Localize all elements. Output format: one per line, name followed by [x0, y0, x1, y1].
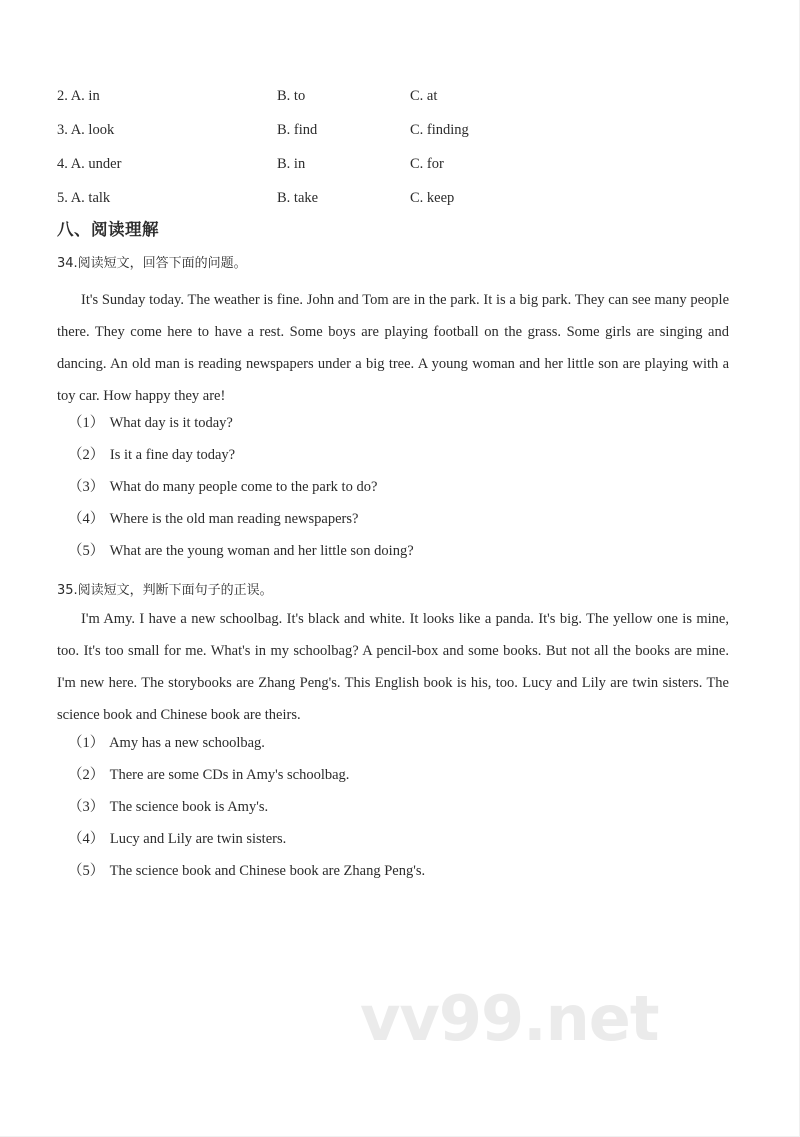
question-number: （3） [68, 799, 105, 815]
question-text: What are the young woman and her little son doing? [109, 543, 414, 559]
option-a[interactable]: 5. A. talk [57, 190, 111, 206]
question-item [68, 444, 728, 476]
option-b[interactable]: B. take [277, 190, 319, 206]
question-item [68, 796, 728, 828]
reading-passage-34: It's Sunday today. The weather is fine. John and Tom are in the park. It is a big park. They can see many people there. They come here to have a rest. Some boys are playing football on the grass. Some girls are singing and dancing. An old man is reading newspapers under a big tree. A young woman and her little son are playing with a toy car. How happy they are! [57, 292, 729, 404]
question-number: （1） [68, 415, 105, 431]
multiple-choice-row [57, 153, 747, 187]
question-number: （2） [68, 767, 105, 783]
question-item [68, 764, 728, 796]
question-number: （2） [68, 447, 105, 463]
question-item [68, 412, 728, 444]
multiple-choice-row [57, 119, 747, 153]
question-number: （5） [68, 863, 105, 879]
question-number: （4） [68, 831, 105, 847]
site-watermark: vv99.net [360, 982, 659, 1055]
question-item [68, 540, 728, 572]
question-item [68, 828, 728, 860]
question-text: What do many people come to the park to do? [109, 479, 378, 495]
question-item [68, 508, 728, 540]
option-a[interactable]: 2. A. in [57, 88, 100, 104]
question-item [68, 860, 728, 892]
option-b[interactable]: B. find [277, 122, 318, 138]
option-c[interactable]: C. at [410, 88, 438, 104]
multiple-choice-list [57, 85, 747, 221]
question-text: What day is it today? [109, 415, 233, 431]
question-list-34 [68, 412, 728, 572]
question-text: Is it a fine day today? [109, 447, 236, 463]
question-number: （4） [68, 511, 105, 527]
option-c[interactable]: C. for [410, 156, 444, 172]
question-text: The science book is Amy's. [109, 799, 269, 815]
reading-passage-35: I'm Amy. I have a new schoolbag. It's black and white. It looks like a panda. It's big. The yellow one is mine, too. It's too small for me. What's in my schoolbag? A pencil-box and some books. But not all the books are mine. I'm new here. The storybooks are Zhang Peng's. This English book is his, too. Lucy and Lily are twin sisters. The science book and Chinese book are theirs. [57, 611, 729, 723]
question-number: （5） [68, 543, 105, 559]
question-text: Where is the old man reading newspapers? [109, 511, 359, 527]
option-c[interactable]: C. keep [410, 190, 455, 206]
question-list-35 [68, 732, 728, 892]
task-prompt-34: 34.阅读短文，回答下面的问题。 [57, 256, 247, 271]
option-b[interactable]: B. in [277, 156, 306, 172]
option-a[interactable]: 4. A. under [57, 156, 122, 172]
question-item [68, 476, 728, 508]
section-heading: 八、阅读理解 [57, 220, 159, 239]
multiple-choice-row [57, 85, 747, 119]
question-text: There are some CDs in Amy's schoolbag. [109, 767, 350, 783]
question-number: （1） [68, 735, 105, 751]
question-item [68, 732, 728, 764]
question-text: Lucy and Lily are twin sisters. [109, 831, 287, 847]
task-prompt-35: 35.阅读短文，判断下面句子的正误。 [57, 583, 273, 598]
option-c[interactable]: C. finding [410, 122, 469, 138]
multiple-choice-row [57, 187, 747, 221]
question-number: （3） [68, 479, 105, 495]
question-text: Amy has a new schoolbag. [109, 735, 265, 751]
option-b[interactable]: B. to [277, 88, 306, 104]
question-text: The science book and Chinese book are Zhang Peng's. [109, 863, 426, 879]
option-a[interactable]: 3. A. look [57, 122, 115, 138]
